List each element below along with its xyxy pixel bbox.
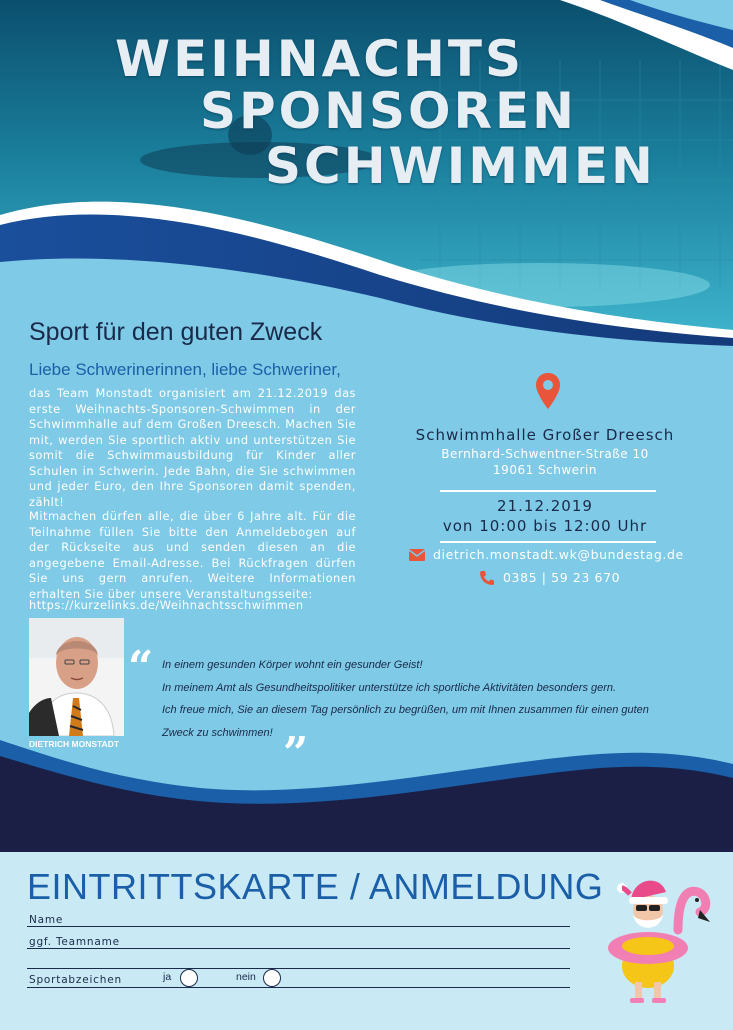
badge-label: Sportabzeichen: [29, 974, 122, 986]
intro-paragraph-1: das Team Monstadt organisiert am 21.12.2019 das erste Weihnachts-Sponsoren-Schwimmen in der Schwimmhalle auf dem Großen Dreesch. Machen Sie mit, werden Sie sportlich aktiv und unterstützen Sie somit die Schwimmausbildung für Kinder aller Schulen in Schwerin. Jede Bahn, die Sie schwimmen und jeder Euro, den Ihre Sponsoren damit spenden, zählt!: [29, 386, 356, 509]
event-date: 21.12.2019: [497, 497, 593, 515]
quote-line: In meinem Amt als Gesundheitspolitiker unterstütze ich sportliche Aktivitäten besonders gern.: [162, 682, 617, 694]
decorative-waves: [0, 740, 733, 860]
event-time: von 10:00 bis 12:00 Uhr: [442, 517, 648, 535]
divider: [440, 490, 656, 492]
contact-email[interactable]: dietrich.monstadt.wk@bundestag.de: [433, 547, 684, 562]
blank-field[interactable]: [27, 968, 570, 969]
option-no-radio[interactable]: [263, 969, 281, 987]
name-label: Name: [29, 914, 64, 926]
location-pin-icon: [535, 372, 561, 410]
ticket-title: EINTRITTSKARTE / ANMELDUNG: [27, 866, 604, 907]
divider: [440, 541, 656, 543]
quote-close-icon: ”: [283, 728, 309, 779]
name-field[interactable]: [27, 926, 570, 927]
intro-paragraph-2: Mitmachen dürfen alle, die über 6 Jahre alt. Für die Teilnahme füllen Sie bitte den Anmeldebogen auf der Rückseite aus und senden diesen an die angegebene Email-Adresse. Bei Rückfragen dürfen Sie uns gern anrufen. Weitere Informationen erhalten Sie über unsere Veranstaltungsseite:: [29, 509, 356, 601]
event-link[interactable]: https://kurzelinks.de/Weihnachtsschwimmen: [29, 598, 304, 612]
venue-city: 19061 Schwerin: [493, 463, 597, 477]
option-yes-radio[interactable]: [180, 969, 198, 987]
greeting: Liebe Schwerinerinnen, liebe Schweriner,: [29, 360, 341, 379]
phone-icon: [479, 570, 495, 586]
quote-open-icon: “: [128, 642, 154, 693]
quote-line: In einem gesunden Körper wohnt ein gesunder Geist!: [162, 659, 423, 671]
title-line-2: SPONSOREN: [200, 82, 578, 140]
venue-name: Schwimmhalle Großer Dreesch: [415, 426, 675, 444]
mail-icon: [409, 549, 425, 561]
portrait-photo: [29, 618, 124, 736]
venue-street: Bernhard-Schwentner-Straße 10: [441, 447, 649, 461]
quote-line: Zweck zu schwimmen!: [162, 727, 273, 739]
option-no-label: nein: [236, 971, 256, 983]
contact-phone[interactable]: 0385 | 59 23 670: [503, 570, 621, 585]
flamingo-santa-icon: [600, 870, 715, 1010]
option-yes-label: ja: [163, 971, 172, 983]
quote-line: Ich freue mich, Sie an diesem Tag persönlich zu begrüßen, um mit Ihnen zusammen für einen guten: [162, 704, 649, 716]
title-line-3: SCHWIMMEN: [265, 137, 656, 195]
section-headline: Sport für den guten Zweck: [29, 318, 323, 346]
badge-field-line: [27, 987, 570, 988]
portrait-caption: DIETRICH MONSTADT: [29, 739, 120, 749]
title-line-1: WEIHNACHTS: [115, 30, 524, 88]
team-field[interactable]: [27, 948, 570, 949]
team-label: ggf. Teamname: [29, 936, 120, 948]
